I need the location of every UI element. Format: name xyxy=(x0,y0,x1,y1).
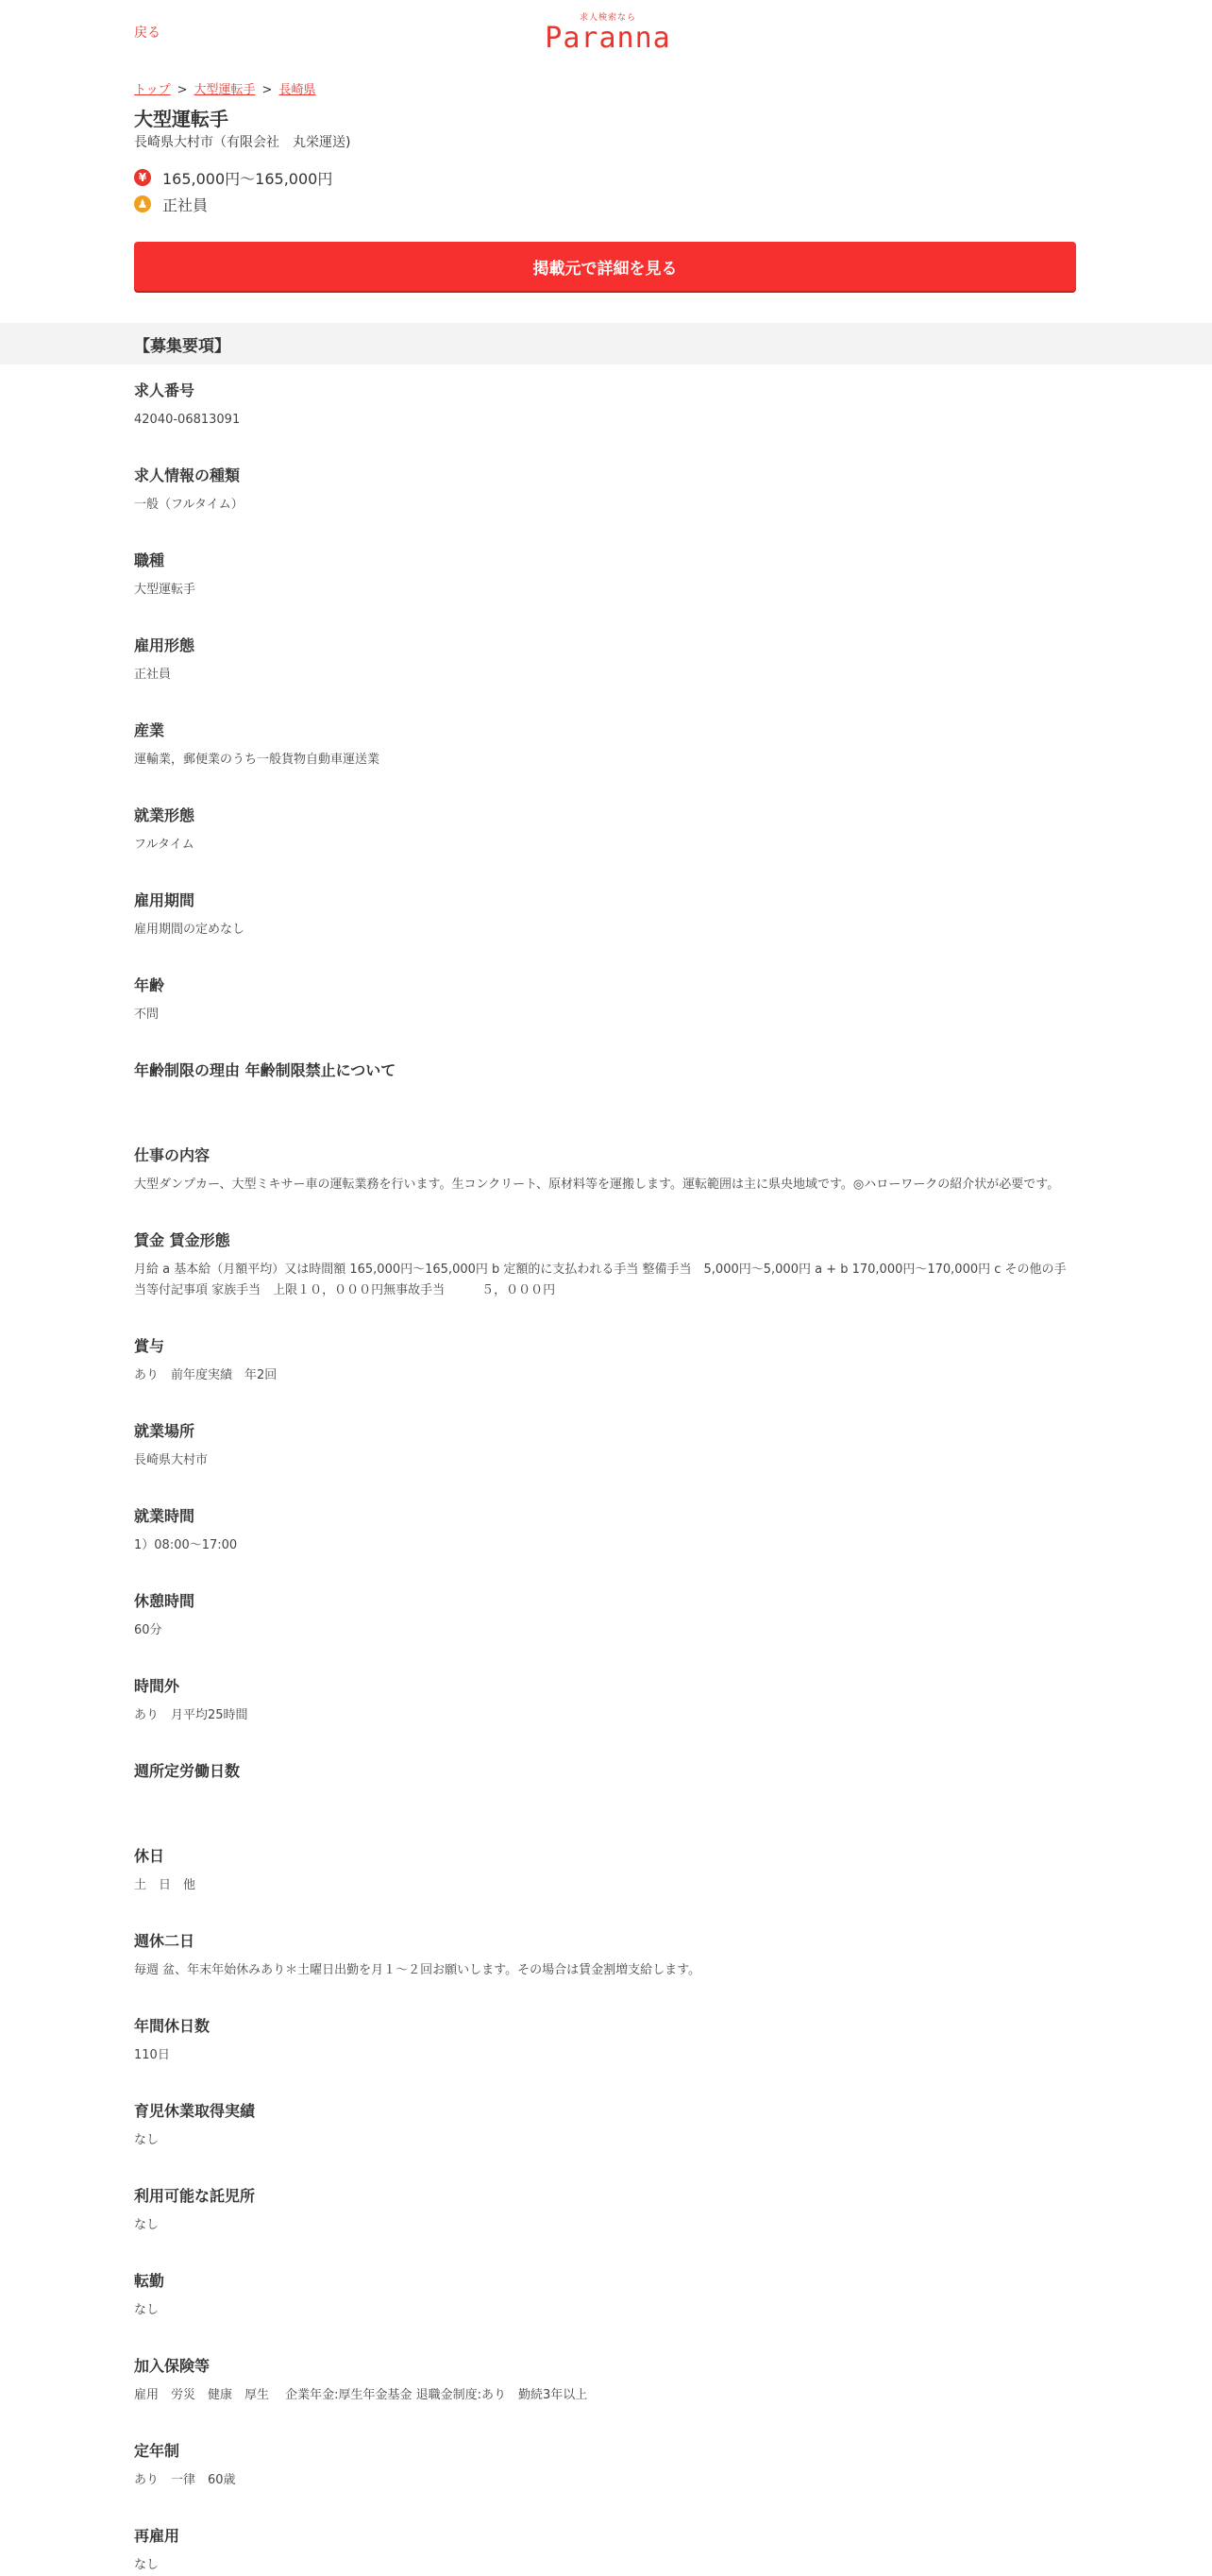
detail-label: 就業形態 xyxy=(134,806,195,824)
detail-label: 転勤 xyxy=(134,2272,165,2290)
detail-label: 雇用形態 xyxy=(134,636,195,654)
detail-value: 1）08:00～17:00 xyxy=(134,1538,238,1552)
detail-item xyxy=(134,2176,1076,2236)
detail-value xyxy=(134,1090,1076,1110)
detail-item xyxy=(134,1836,1076,1896)
detail-item xyxy=(134,2091,1076,2151)
detail-label: 就業場所 xyxy=(134,1422,195,1440)
company-location: 長崎県大村市（有限会社 丸栄運送) xyxy=(134,135,351,150)
logo-tagline: 求人検索なら xyxy=(579,13,636,23)
logo-text: Paranna xyxy=(545,22,671,55)
detail-label: 求人情報の種類 xyxy=(134,466,241,484)
detail-item xyxy=(134,2006,1076,2066)
detail-label: 時間外 xyxy=(134,1677,180,1695)
detail-label: 求人番号 xyxy=(134,381,195,399)
detail-item xyxy=(134,625,1076,686)
detail-item xyxy=(134,1921,1076,1981)
detail-value: 不問 xyxy=(134,1008,160,1022)
detail-value: あり 月平均25時間 xyxy=(134,1708,248,1722)
detail-label: 年齢制限の理由 年齢制限禁止について xyxy=(134,1061,396,1079)
detail-value: あり 前年度実績 年2回 xyxy=(134,1368,278,1382)
person-icon: ♟ xyxy=(134,195,151,212)
detail-item xyxy=(134,795,1076,856)
detail-label: 雇用期間 xyxy=(134,891,195,909)
detail-list xyxy=(134,370,1076,2576)
detail-item xyxy=(134,540,1076,601)
detail-value: なし xyxy=(134,2558,160,2572)
detail-label: 就業時間 xyxy=(134,1507,195,1525)
employment-row xyxy=(134,191,1076,217)
section-title: 【募集要項】 xyxy=(134,336,230,356)
detail-label: 職種 xyxy=(134,551,165,569)
job-title: 大型運転手 xyxy=(134,108,228,130)
salary-row xyxy=(134,164,1076,191)
detail-value: 土 日 他 xyxy=(134,1878,196,1892)
detail-label: 加入保険等 xyxy=(134,2357,210,2375)
yen-icon: ¥ xyxy=(134,169,151,186)
detail-label: 年齢 xyxy=(134,976,165,994)
detail-label: 週休二日 xyxy=(134,1932,195,1950)
detail-value: 雇用 労災 健康 厚生 企業年金:厚生年金基金 退職金制度:あり 勤続3年以上 xyxy=(134,2388,588,2402)
detail-label: 仕事の内容 xyxy=(134,1146,210,1164)
top-bar xyxy=(134,0,1076,59)
detail-item xyxy=(134,2261,1076,2321)
breadcrumb-item-top[interactable]: トップ xyxy=(134,83,171,97)
detail-item xyxy=(134,1411,1076,1471)
breadcrumb-item-job-category[interactable]: 大型運転手 xyxy=(194,83,256,97)
detail-item xyxy=(134,1135,1076,1195)
detail-value: 長崎県大村市 xyxy=(134,1453,209,1467)
detail-item xyxy=(134,2516,1076,2576)
detail-value: 110日 xyxy=(134,2048,170,2062)
detail-item xyxy=(134,2431,1076,2491)
detail-value: 月給 a 基本給（月額平均）又は時間額 165,000円～165,000円 b 定額的に支払われる手当 整備手当 5,000円～5,000円 a + b 170,000円～170,000円 c その他の手当等付記事項 家族手当 上限１０，０００円無事故手当 ５，０００円 xyxy=(134,1263,1067,1297)
detail-label: 賞与 xyxy=(134,1337,165,1355)
detail-value: 毎週 盆、年末年始休みあり＊土曜日出勤を月１～２回お願いします。その場合は賃金割増支給します。 xyxy=(134,1963,701,1977)
detail-label: 週所定労働日数 xyxy=(134,1762,241,1780)
detail-label: 育児休業取得実績 xyxy=(134,2102,256,2120)
detail-item xyxy=(134,1220,1076,1301)
detail-label: 産業 xyxy=(134,721,165,739)
back-link[interactable]: 戻る xyxy=(134,25,160,41)
detail-item xyxy=(134,1581,1076,1641)
detail-value: あり 一律 60歳 xyxy=(134,2473,236,2487)
detail-item xyxy=(134,370,1076,431)
detail-value: 大型運転手 xyxy=(134,583,196,597)
detail-label: 再雇用 xyxy=(134,2527,180,2545)
detail-item xyxy=(134,1326,1076,1386)
detail-value: 正社員 xyxy=(134,668,172,682)
detail-item xyxy=(134,1496,1076,1556)
detail-item xyxy=(134,455,1076,516)
detail-value: 運輸業，郵便業のうち一般貨物自動車運送業 xyxy=(134,753,380,767)
detail-value: なし xyxy=(134,2133,160,2147)
view-source-button[interactable]: 掲載元で詳細を見る xyxy=(134,242,1076,291)
detail-value xyxy=(134,1790,1076,1811)
detail-item xyxy=(134,1050,1076,1110)
detail-label: 定年制 xyxy=(134,2442,180,2460)
detail-label: 休日 xyxy=(134,1847,165,1865)
detail-label: 休憩時間 xyxy=(134,1592,195,1610)
detail-value: なし xyxy=(134,2303,160,2317)
detail-value: 60分 xyxy=(134,1623,162,1637)
breadcrumb-separator: > xyxy=(177,83,188,97)
detail-value: 大型ダンプカー、大型ミキサー車の運転業務を行います。生コンクリート、原材料等を運搬します。運転範囲は主に県央地域です。◎ハローワークの紹介状が必要です。 xyxy=(134,1178,1060,1192)
detail-item xyxy=(134,880,1076,941)
section-header xyxy=(0,323,1212,364)
breadcrumb-item-prefecture[interactable]: 長崎県 xyxy=(278,83,316,97)
detail-label: 賃金 賃金形態 xyxy=(134,1231,230,1249)
detail-value: 一般（フルタイム） xyxy=(134,498,244,512)
detail-label: 年間休日数 xyxy=(134,2017,210,2035)
detail-item xyxy=(134,710,1076,771)
salary-value: 165,000円～165,000円 xyxy=(162,169,333,188)
detail-value: なし xyxy=(134,2218,160,2232)
detail-item xyxy=(134,1666,1076,1726)
breadcrumb xyxy=(134,79,1076,96)
detail-value: 雇用期間の定めなし xyxy=(134,923,245,937)
detail-value: フルタイム xyxy=(134,838,194,852)
employment-type-value: 正社員 xyxy=(162,195,209,214)
detail-item xyxy=(134,965,1076,1025)
detail-label: 利用可能な託児所 xyxy=(134,2187,256,2205)
detail-item xyxy=(134,2346,1076,2406)
site-logo[interactable] xyxy=(544,13,672,55)
breadcrumb-separator: > xyxy=(261,83,273,97)
detail-value: 42040-06813091 xyxy=(134,413,241,427)
detail-item xyxy=(134,1751,1076,1811)
